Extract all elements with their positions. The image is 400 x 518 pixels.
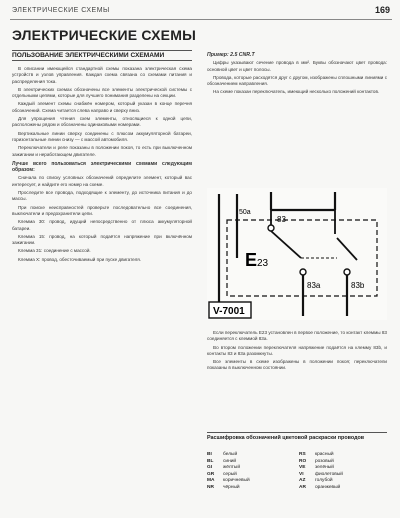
- chapter-title: ЭЛЕКТРИЧЕСКИЕ СХЕМЫ: [12, 27, 196, 43]
- switch-letter: E: [245, 250, 258, 270]
- paragraph: Клемма 15: провод, на который подаётся напряжение при включённом зажигании.: [12, 233, 192, 246]
- paragraph: Во втором положении переключателя напряжение подаётся на клемму 83b, и контакты 83 и 83a разомкнуты.: [207, 344, 387, 356]
- paragraph: Вертикальные линии сверху соединены с плюсом аккумуляторной батареи, горизонтальные линии снизу — с массой автомобиля.: [12, 130, 192, 142]
- page-number: 169: [374, 5, 390, 15]
- legend-item: GR серый: [207, 471, 237, 477]
- contact-83: [268, 225, 274, 231]
- legend-item: BI белый: [207, 452, 238, 457]
- left-heading: Лучше всего пользоваться электрическими схемами следующим образом:: [12, 160, 192, 174]
- paragraph: Сначала по списку условных обозначений определите элемент, который вас интересует, и найдите его номер на схеме.: [12, 175, 192, 187]
- legend-column-1: [207, 452, 295, 492]
- switch-number: 23: [257, 258, 269, 269]
- left-column: [12, 66, 192, 514]
- right-column-bottom: [207, 330, 387, 424]
- right-column-top: [207, 52, 387, 182]
- paragraph: Клемма X: провод, обесточиваемый при пуске двигателя.: [18, 256, 142, 262]
- paragraph: Провода, которые расходятся друг с другом, изображены сплошными линиями с обозначением направления.: [207, 74, 387, 87]
- paragraph: При поиске неисправностей проверьте последовательно все соединения, выключатели и предохранители цепи.: [12, 204, 192, 216]
- paragraph: В электрических схемах обозначены все элементы электрической системы с отдельными цепями, которые для лучшего понимания разделены на секции.: [12, 86, 192, 99]
- paragraph: Клемма 31: соединение с массой.: [18, 248, 91, 254]
- example-label: Пример: 2.5 CNR.T: [207, 52, 255, 58]
- paragraph: Если переключатель E23 установлен в первое положение, то контакт клеммы 83 соединяется с клеммой 83a.: [207, 330, 387, 342]
- legend-item: VI фиолетовый: [299, 471, 343, 477]
- legend-title: Расшифровка обозначений цветовой раскраски проводов: [207, 432, 387, 442]
- terminal-83a: 83a: [307, 281, 321, 290]
- legend-item: NR чёрный: [207, 484, 240, 490]
- terminal-83b: 83b: [351, 281, 365, 290]
- legend-item: AZ голубой: [299, 478, 333, 484]
- legend-item: RS красный: [299, 452, 334, 457]
- legend-item: RO розовый: [299, 458, 334, 464]
- legend-item: VE зелёный: [299, 465, 334, 471]
- page-header: [10, 6, 392, 20]
- paragraph: Каждый элемент схемы снабжён номером, который указан в конце перечня обозначений. Схема читается слева направо и сверху вниз.: [12, 101, 192, 113]
- paragraph: В описании имеющейся стандартной схемы показана электрическая схема устройств и узлов управления. Каждая схема связана со схемами питания и распределения тока.: [12, 66, 192, 84]
- paragraph: Переключатели и реле показаны в положении покоя, то есть при выключенном зажигании и неработающем двигателе.: [12, 145, 192, 157]
- paragraph: На схеме показан переключатель, имеющий несколько положений контактов.: [213, 89, 380, 95]
- section-title: ЭЛЕКТРИЧЕСКИЕ СХЕМЫ: [12, 7, 110, 14]
- switch-diagram: [207, 188, 387, 320]
- legend-item: AR оранжевый: [299, 484, 341, 490]
- legend-column-2: [299, 452, 387, 492]
- diagram-code: V-7001: [213, 306, 245, 317]
- contact-83a: [300, 269, 306, 275]
- paragraph: Клемма 30: провод, идущий непосредственно от плюса аккумуляторной батареи.: [12, 219, 192, 231]
- legend-item: GI жёлтый: [207, 465, 240, 471]
- subheading: ПОЛЬЗОВАНИЕ ЭЛЕКТРИЧЕСКИМИ СХЕМАМИ: [12, 50, 192, 61]
- paragraph: Для упрощения чтения схем элементы, относящиеся к одной цепи, расположены рядом и обозначены одинаковыми номерами.: [12, 116, 192, 128]
- paragraph: Все элементы в схеме изображены в положении покоя; переключатели показаны в выключенном состоянии.: [207, 359, 387, 371]
- terminal-left: 50a: [239, 209, 251, 216]
- paragraph: Проследите все провода, подходящие к элементу, до источника питания и до массы.: [12, 190, 192, 202]
- paragraph: Цифры указывают сечение провода в мм². Буквы обозначают цвет провода: основной цвет и цвет полосы.: [207, 60, 387, 72]
- terminal-83: 83: [277, 215, 286, 224]
- legend-item: MA коричневый: [207, 478, 250, 484]
- legend-item: BL синий: [207, 458, 237, 464]
- contact-83b: [344, 269, 350, 275]
